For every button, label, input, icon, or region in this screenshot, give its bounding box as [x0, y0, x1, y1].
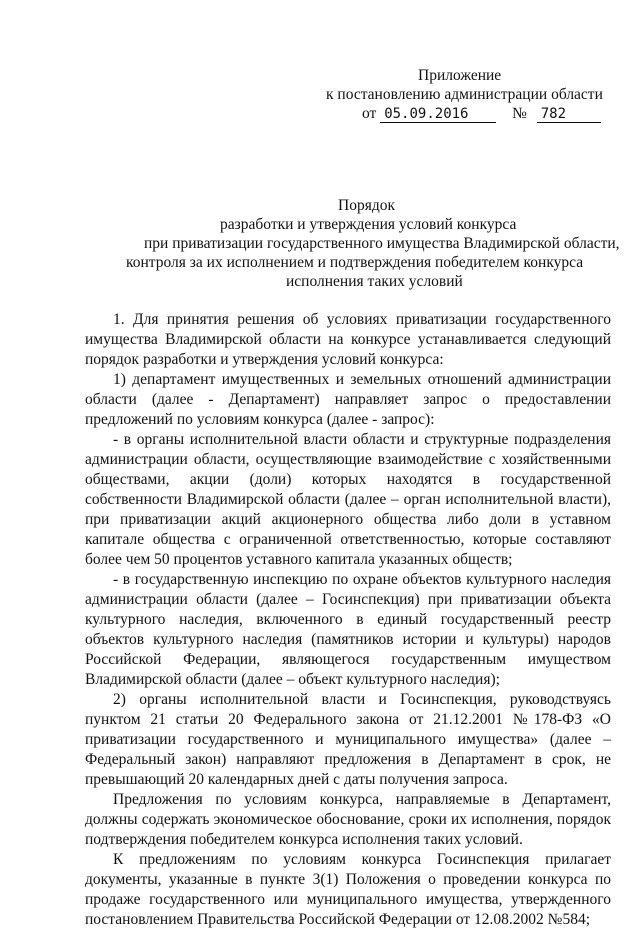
date-field: 05.09.2016: [380, 106, 496, 123]
paragraph: - в органы исполнительной власти области и структурные подразделения администрации области, осуществляющие взаимодействие с хозяйственными обществами, акции (доли) которых находятся в государственной собственности Владимирской области (далее – орган исполнительной власти), при приватизации акций акционерного общества либо доли в уставном капитале общества с ограниченной ответственностью, которые составляют более чем 50 процентов уставного капитала указанных обществ;: [85, 431, 611, 568]
title-line: при приватизации государственного имущества Владимирской области,: [144, 235, 620, 252]
paragraph: К предложениям по условиям конкурса Госинспекция прилагает документы, указанные в пункте 3(1) Положения о проведении конкурса по продаже государственного или муниципального имущества, утвержденного постановлением Правительства Российской Федерации от 12.08.2002 №584;: [85, 851, 611, 928]
title-line: исполнения таких условий: [286, 273, 463, 290]
paragraph: 2) органы исполнительной власти и Госинспекция, руководствуясь пунктом 21 статьи 20 Федерального закона от 21.12.2001 №178-ФЗ «О приватизации государственного и муниципального имущества» (далее – Федеральный закон) направляют предложения в Департамент в срок, не превышающий 20 календарных дней с даты получения запроса.: [85, 691, 611, 788]
paragraph: 1. Для принятия решения об условиях приватизации государственного имущества Владимирской области на конкурсе устанавливается следующий порядок разработки и утверждения условий конкурса:: [85, 311, 611, 368]
paragraph: - в государственную инспекцию по охране объектов культурного наследия администрации области (далее – Госинспекция) при приватизации объекта культурного наследия, включенного в единый государственный реестр объектов культурного наследия (памятников истории и культуры) народов Российской Федерации, являющегося государственным имуществом Владимирской области (далее – объект культурного наследия);: [85, 571, 611, 688]
title-line: контроля за их исполнением и подтверждения победителем конкурса: [126, 254, 584, 271]
appendix-title: Приложение: [418, 67, 502, 84]
appendix-date-number: [362, 104, 601, 123]
paragraph: 1) департамент имущественных и земельных отношений администрации области (далее - Департамент) направляет запрос о предоставлении предложений по условиям конкурса (далее - запрос):: [85, 371, 611, 428]
number-field: 782: [537, 106, 601, 123]
paragraph: Предложения по условиям конкурса, направляемые в Департамент, должны содержать экономическое обоснование, сроки их исполнения, порядок подтверждения победителем конкурса исполнения таких условий.: [85, 791, 611, 848]
title-line: Порядок: [338, 197, 395, 214]
title-line: разработки и утверждения условий конкурса: [220, 216, 517, 233]
number-prefix: №: [512, 105, 527, 122]
appendix-subtitle: к постановлению администрации области: [326, 86, 603, 103]
document-body: [85, 310, 611, 930]
date-prefix: от: [362, 105, 377, 122]
